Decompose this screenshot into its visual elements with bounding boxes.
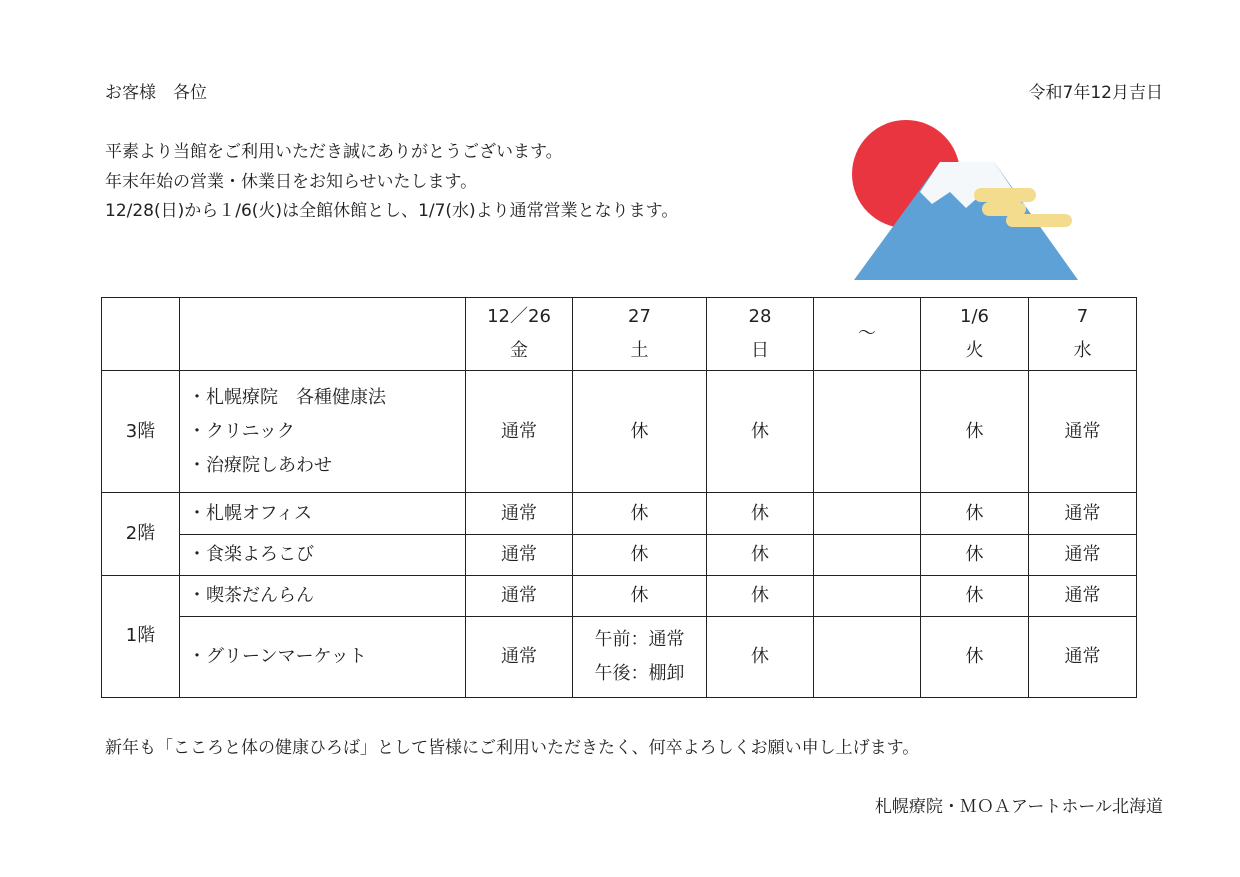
status-value: 休 xyxy=(630,502,649,524)
mount-fuji-sunrise-icon xyxy=(850,118,1080,288)
status-value: 休 xyxy=(965,645,984,667)
date-header-cell xyxy=(573,298,707,371)
facility-name: ・札幌オフィス xyxy=(188,502,313,524)
status-cell xyxy=(466,493,573,534)
status-cell xyxy=(921,371,1029,493)
column-weekday: 金 xyxy=(510,340,528,362)
status-value: 午前：通常 午後：棚卸 xyxy=(594,628,685,684)
column-date: 1/6 xyxy=(960,306,989,328)
status-value: 通常 xyxy=(1064,420,1101,442)
closing-message: 新年も「こころと体の健康ひろば」として皆様にご利用いただきたく、何卒よろしくお願い申し上げます。 xyxy=(105,738,920,758)
status-value: 通常 xyxy=(1064,645,1101,667)
cloud-bar-3 xyxy=(982,202,1026,216)
status-value: 休 xyxy=(751,543,769,565)
status-value: 通常 xyxy=(501,645,537,667)
table-row xyxy=(102,616,1137,697)
status-cell xyxy=(573,371,707,493)
facility-name: ・治療院しあわせ xyxy=(188,454,332,476)
date-header-cell xyxy=(466,298,573,371)
status-cell xyxy=(466,534,573,575)
status-value: 休 xyxy=(965,420,984,442)
status-cell xyxy=(707,493,814,534)
status-cell xyxy=(466,575,573,616)
facility-name-cell xyxy=(180,534,466,575)
cloud-bar-1 xyxy=(974,188,1036,202)
header-row xyxy=(102,298,1137,371)
status-value: 休 xyxy=(751,584,769,606)
status-value: 通常 xyxy=(501,584,537,606)
status-value: 通常 xyxy=(501,420,537,442)
status-cell xyxy=(814,534,921,575)
status-cell xyxy=(707,616,814,697)
intro-line-2: 年末年始の営業・休業日をお知らせいたします。 xyxy=(105,171,478,192)
floor-label: 2階 xyxy=(102,493,180,575)
column-date: 27 xyxy=(628,306,651,328)
status-value: 通常 xyxy=(1064,502,1101,524)
facility-name-cell xyxy=(180,493,466,534)
intro-text xyxy=(105,138,678,227)
column-weekday: 火 xyxy=(965,340,984,362)
status-value: 通常 xyxy=(501,502,537,524)
status-cell xyxy=(921,616,1029,697)
column-date: 12／26 xyxy=(487,306,551,328)
status-cell xyxy=(466,616,573,697)
column-date: 7 xyxy=(1076,306,1089,328)
status-cell xyxy=(707,575,814,616)
table-row xyxy=(102,493,1137,534)
status-cell xyxy=(814,575,921,616)
recipient-salutation: お客様 各位 xyxy=(105,83,207,103)
column-weekday: 土 xyxy=(630,340,649,362)
intro-line-1: 平素より当館をご利用いただき誠にありがとうございます。 xyxy=(105,142,563,162)
facility-name-cell xyxy=(180,616,466,697)
column-weekday: 水 xyxy=(1073,340,1092,362)
status-cell xyxy=(814,493,921,534)
status-value: 通常 xyxy=(1064,543,1101,565)
status-cell xyxy=(573,534,707,575)
status-value: 休 xyxy=(965,543,984,565)
status-value: 休 xyxy=(751,502,769,524)
facility-name: ・喫茶だんらん xyxy=(188,584,314,606)
column-date: 28 xyxy=(748,306,772,328)
date-header-cell xyxy=(814,298,921,371)
facility-name: ・札幌療院 各種健康法 xyxy=(188,386,386,408)
status-value: 休 xyxy=(630,543,649,565)
date-header-cell xyxy=(921,298,1029,371)
status-cell xyxy=(921,534,1029,575)
facility-name-cell xyxy=(180,575,466,616)
notice-date: 令和7年12月吉日 xyxy=(1028,83,1163,103)
status-cell xyxy=(814,371,921,493)
table-row xyxy=(102,534,1137,575)
date-header-cell xyxy=(707,298,814,371)
status-cell xyxy=(1029,534,1137,575)
status-cell xyxy=(1029,616,1137,697)
signature: 札幌療院・ＭＯＡアートホール北海道 xyxy=(874,797,1163,817)
floor-label: 3階 xyxy=(102,371,180,493)
status-value: 休 xyxy=(751,645,769,667)
intro-line-3: 12/28(日)から１/6(火)は全館休館とし、1/7(水)より通常営業となります。 xyxy=(105,201,679,221)
name-header-cell xyxy=(180,298,466,371)
table-row xyxy=(102,371,1137,493)
floor-label: 1階 xyxy=(102,575,180,697)
status-value: 通常 xyxy=(501,543,537,565)
status-cell xyxy=(1029,493,1137,534)
status-cell xyxy=(707,534,814,575)
status-cell xyxy=(573,575,707,616)
column-date: 〜 xyxy=(858,323,876,345)
status-cell xyxy=(573,493,707,534)
status-cell xyxy=(1029,371,1137,493)
facility-name: ・グリーンマーケット xyxy=(188,645,367,667)
status-cell xyxy=(814,616,921,697)
table-row xyxy=(102,575,1137,616)
status-cell xyxy=(921,575,1029,616)
status-value: 休 xyxy=(965,502,984,524)
date-header-cell xyxy=(1029,298,1137,371)
status-value: 休 xyxy=(630,584,649,606)
status-value: 休 xyxy=(630,420,649,442)
facility-name: ・食楽よろこび xyxy=(188,543,314,565)
facility-name-cell xyxy=(180,371,466,493)
holiday-schedule-table xyxy=(101,297,1137,698)
status-cell xyxy=(707,371,814,493)
status-cell xyxy=(1029,575,1137,616)
facility-name: ・クリニック xyxy=(188,420,295,442)
floor-header-cell xyxy=(102,298,180,371)
column-weekday: 日 xyxy=(751,340,769,362)
status-cell xyxy=(466,371,573,493)
status-value: 休 xyxy=(965,584,984,606)
status-cell xyxy=(573,616,707,697)
status-cell xyxy=(921,493,1029,534)
status-value: 休 xyxy=(751,420,769,442)
status-value: 通常 xyxy=(1064,584,1101,606)
